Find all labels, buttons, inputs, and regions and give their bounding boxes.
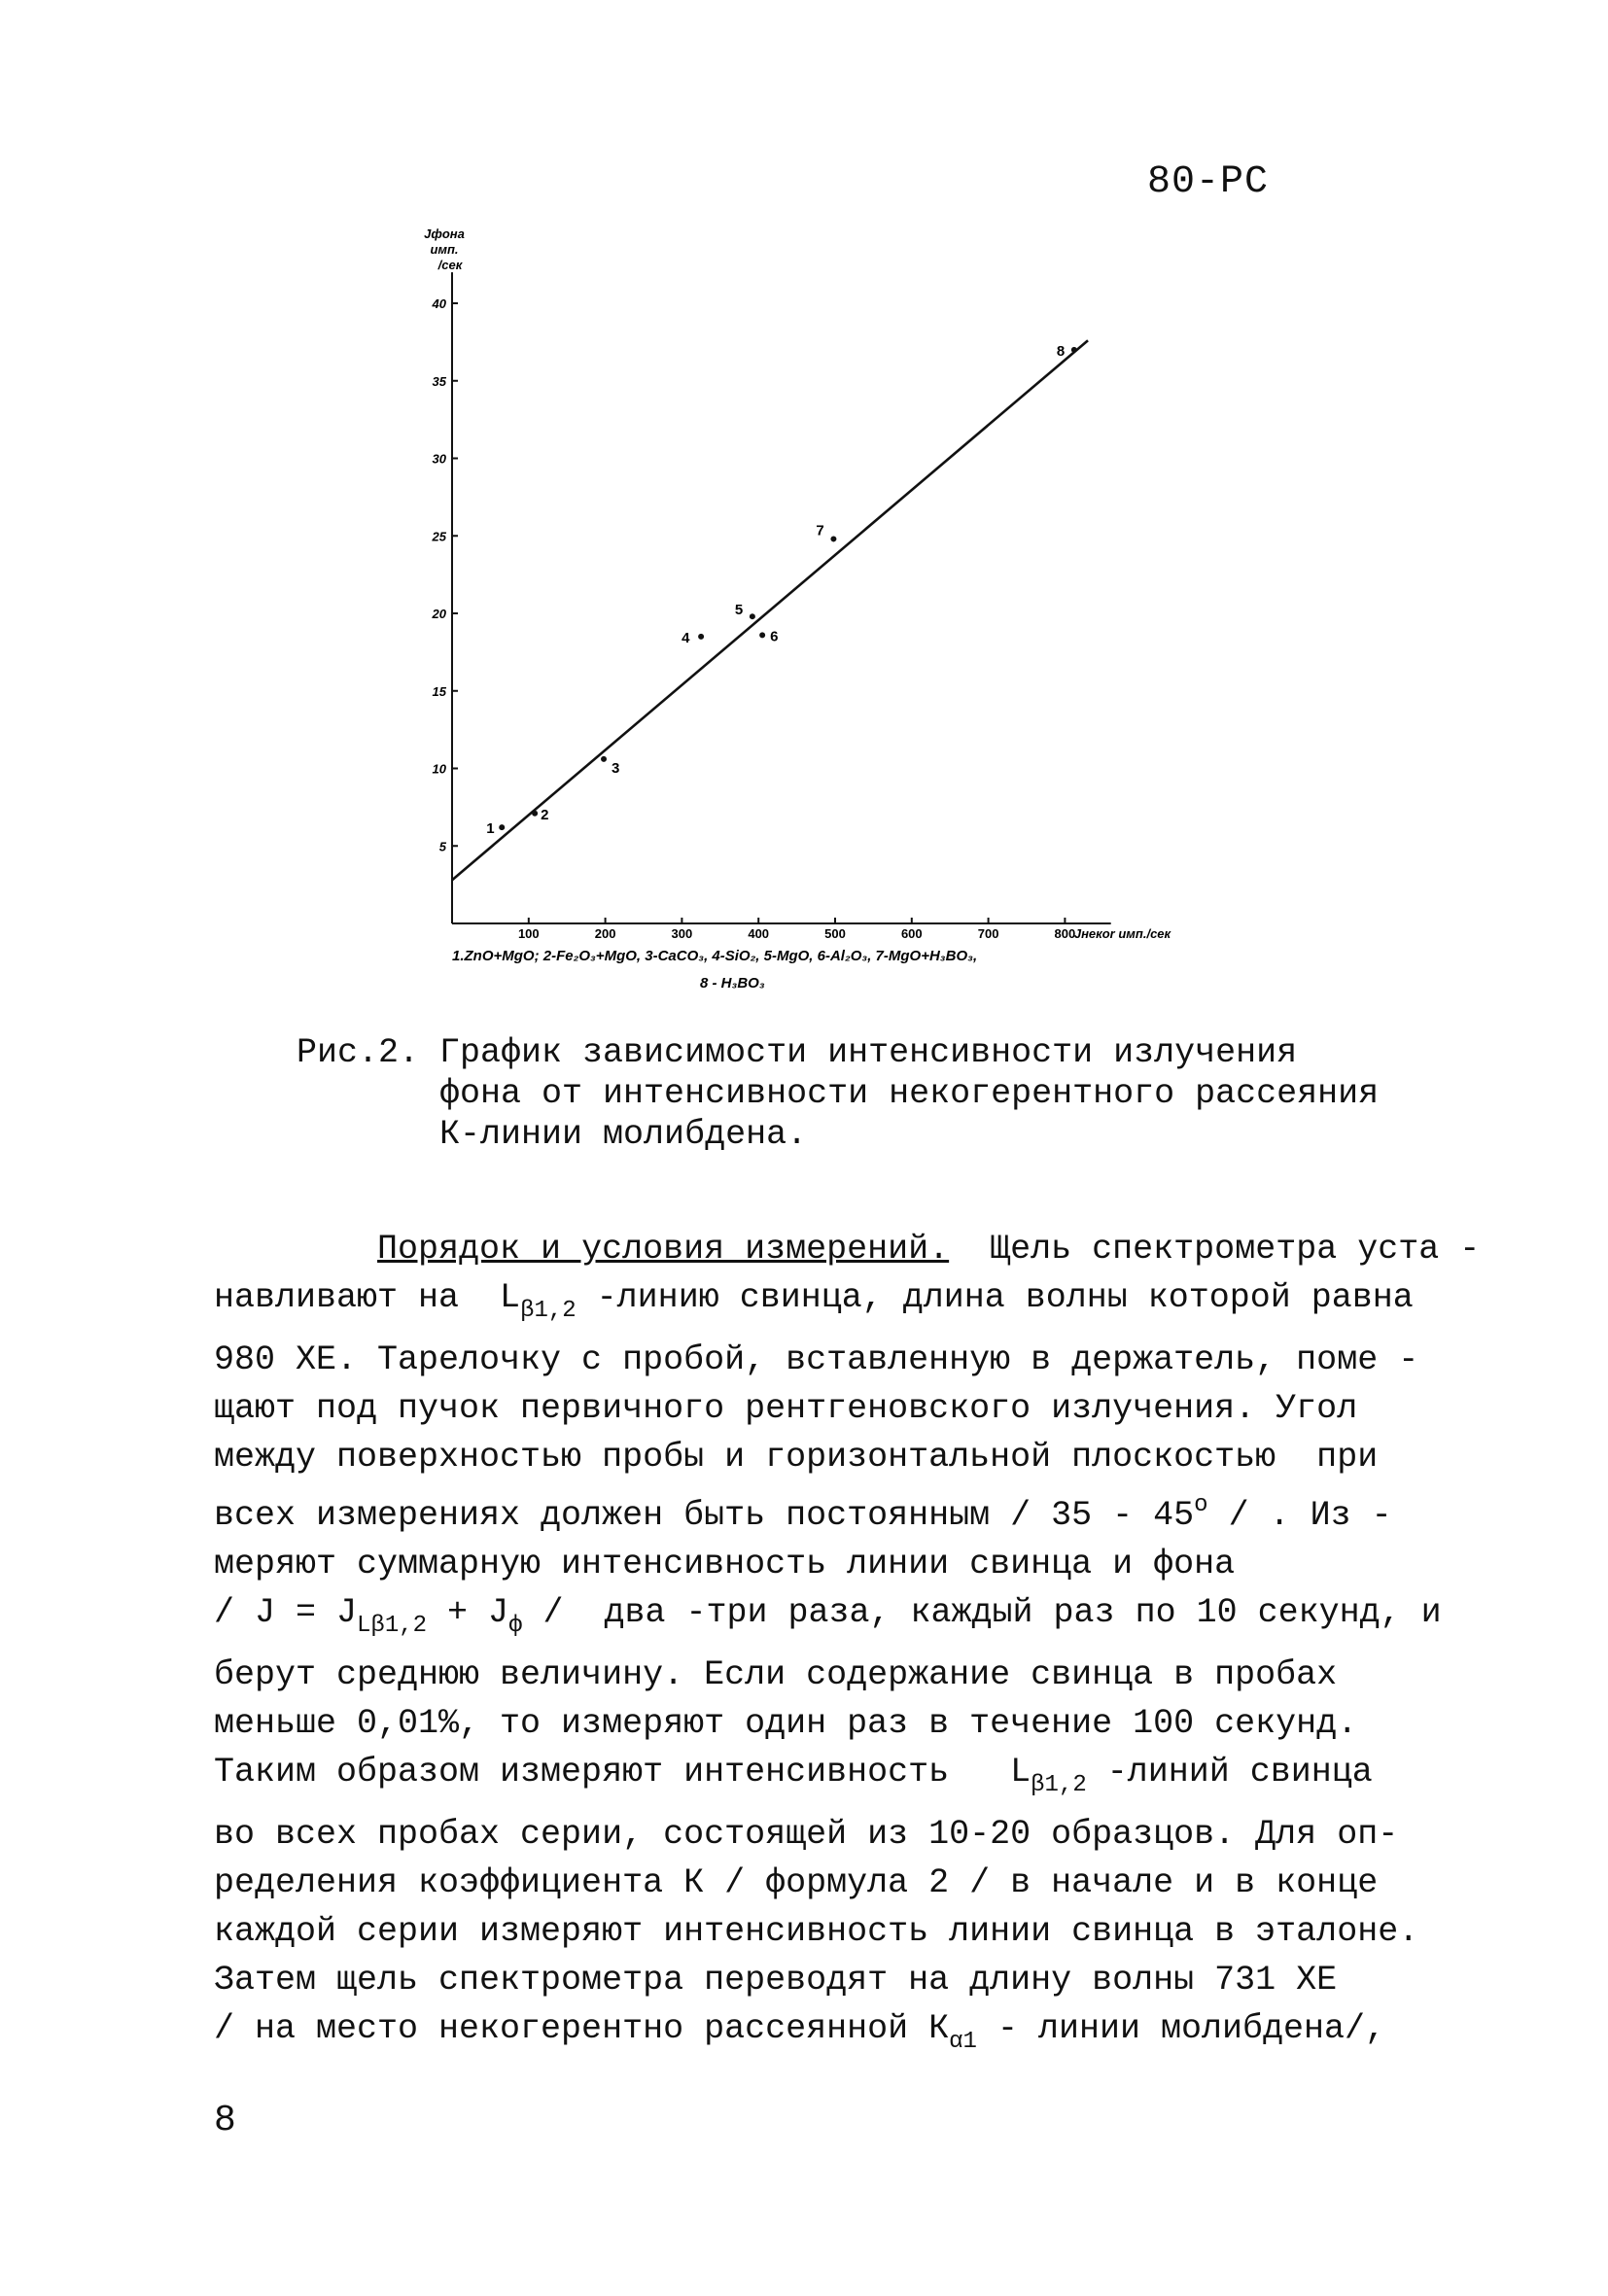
body-line [214,2004,1480,2067]
x-tick-label: 100 [517,926,540,941]
y-tick-label: 35 [432,373,446,389]
body-line: Затем щель спектрометра переводят на длину волны 731 ХЕ [214,1961,1338,2000]
background-vs-incoherent-chart [389,219,1225,1016]
text-run: - линии молибдена/, [976,2009,1386,2048]
x-tick-label: 500 [824,926,846,941]
data-point [750,613,755,619]
sample-legend-line: 1.ZnO+MgO; 2-Fe₂O₃+MgO, 3-CaCO₃, 4-SiO₂, 5-MgO, 6-Al₂O₃, 7-MgO+H₃BO₃, [452,948,978,964]
text-run: + J [427,1593,509,1632]
x-tick-label: 600 [900,926,923,941]
text-run: -линий свинца [1086,1753,1373,1792]
x-tick-label: 400 [748,926,770,941]
data-point [601,756,607,762]
x-axis-label: Jнекоr имп./сек [1073,926,1171,941]
superscript: о [1194,1492,1208,1518]
y-axis-label: /сек [437,258,463,272]
body-line [214,1481,1480,1540]
body-line: 980 ХЕ. Тарелочку с пробой, вставленную в держатель, поме - [214,1340,1419,1379]
body-line: каждой серии измеряют интенсивность линии свинца в эталоне. [214,1912,1419,1951]
data-point [499,824,505,830]
data-point-label: 4 [682,629,690,646]
y-tick-label: 20 [432,607,446,621]
subscript: ф [508,1613,523,1639]
caption-line-3: К-линии молибдена. [297,1115,808,1154]
data-point [698,634,704,640]
body-line: щают под пучок первичного рентгеновского излучения. Угол [214,1389,1358,1428]
y-tick-label: 25 [432,529,446,544]
text-run: / . Из - [1207,1496,1392,1535]
subscript: α1 [949,2029,977,2055]
x-tick-label: 200 [594,926,616,941]
subscript: β1,2 [1031,1772,1087,1798]
y-tick-label: 40 [432,296,446,311]
figure-caption [297,1032,1379,1155]
text-run: -линию свинца, длина волны которой равна [576,1278,1414,1317]
body-line: ределения коэффициента К / формула 2 / в начале и в конце [214,1863,1379,1902]
y-axis-label: Jфона [424,226,465,241]
x-tick-label: 700 [977,926,999,941]
caption-line-1: Рис.2. График зависимости интенсивности излучения [297,1033,1298,1072]
body-line: берут среднюю величину. Если содержание свинца в пробах [214,1655,1338,1694]
data-point [830,536,836,541]
text-run: всех измерениях должен быть постоянным / 35 - 45 [214,1496,1195,1535]
text-run: Щель спектрометра уста - [949,1230,1481,1269]
body-line [214,1273,1480,1336]
subscript: Lβ1,2 [357,1613,428,1639]
subscript: β1,2 [520,1298,577,1324]
caption-line-2: фона от интенсивности некогерентного рассеяния [297,1074,1380,1113]
data-point-label: 2 [541,806,549,823]
y-tick-label: 15 [432,683,446,699]
text-run: / на место некогерентно рассеянной К [214,2009,950,2048]
y-tick-label: 30 [432,451,446,467]
data-point [759,632,765,638]
section-heading: Порядок и условия измерений. [377,1230,950,1269]
regression-line [452,340,1088,880]
body-line [214,1748,1480,1810]
text-run: навливают на L [214,1278,521,1317]
data-point-label: 1 [486,820,495,838]
sample-legend-line: 8 - H₃BO₃ [700,975,765,991]
document-id: 80-РС [1147,160,1270,204]
data-point-label: 6 [770,628,779,645]
data-point-label: 8 [1056,342,1066,360]
body-line: между поверхностью пробы и горизонтальной плоскостью при [214,1438,1379,1477]
body-line [214,1225,1480,1273]
data-point-label: 3 [612,759,620,777]
body-text [214,1225,1480,2067]
data-point [1071,347,1077,353]
body-line: меряют суммарную интенсивность линии свинца и фона [214,1545,1236,1583]
data-point-label: 7 [816,522,824,539]
y-tick-label: 5 [438,839,446,854]
body-line: во всех пробах серии, состоящей из 10-20 образцов. Для оп- [214,1815,1399,1854]
body-line: меньше 0,01%, то измеряют один раз в течение 100 секунд. [214,1704,1358,1743]
text-run: / два -три раза, каждый раз по 10 секунд, и [522,1593,1442,1632]
page-number: 8 [214,2100,236,2141]
text-run: Таким образом измеряют интенсивность L [214,1753,1031,1792]
x-tick-label: 300 [671,926,693,941]
x-tick-label: 800 [1054,926,1076,941]
y-tick-label: 10 [432,761,446,777]
text-run: / J = J [214,1593,358,1632]
data-point-label: 5 [734,602,744,619]
body-line [214,1588,1480,1651]
y-axis-label: имп. [430,242,459,257]
data-point [532,811,538,817]
